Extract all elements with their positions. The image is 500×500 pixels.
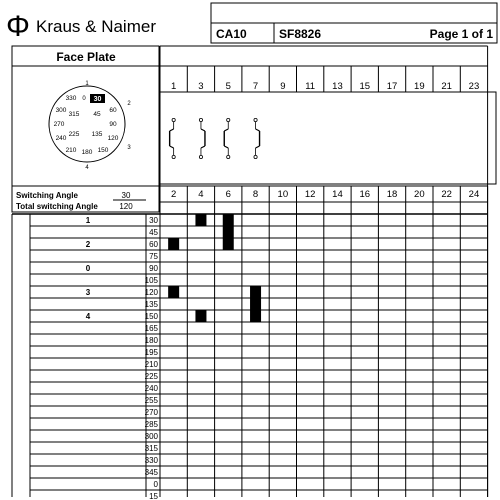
dial-angle-60: 60 (109, 107, 117, 114)
dial-angle-150: 150 (97, 147, 109, 154)
dial-position-4: 4 (85, 165, 89, 171)
terminal-top-1: 1 (171, 81, 177, 92)
terminal-bottom-24: 24 (468, 189, 480, 200)
terminal-top-19: 19 (414, 81, 425, 92)
terminal-top-13: 13 (332, 81, 343, 92)
total-angle-value: 120 (119, 202, 133, 211)
terminal-top-17: 17 (386, 81, 398, 92)
angle-box (12, 186, 159, 212)
angle-label: 15 (149, 492, 158, 500)
terminal-bottom-22: 22 (441, 189, 452, 200)
dial-angle-210: 210 (65, 147, 77, 154)
terminal-bottom-12: 12 (304, 189, 316, 200)
angle-label: 45 (149, 228, 158, 237)
dial-angle-225: 225 (68, 131, 80, 138)
angle-label: 60 (149, 240, 158, 249)
angle-label: 345 (144, 468, 158, 477)
dial-angle-180: 180 (81, 149, 93, 156)
angle-label: 330 (144, 456, 158, 465)
dial-selected-angle: 30 (93, 96, 102, 103)
contact-symbol (224, 118, 230, 158)
angle-label: 300 (144, 432, 158, 441)
angle-label: 0 (153, 480, 158, 489)
terminal-bottom-20: 20 (414, 189, 425, 200)
terminal-top-3: 3 (198, 81, 204, 92)
angle-label: 120 (144, 288, 158, 297)
dial-position-2: 2 (127, 101, 131, 107)
angle-label: 285 (144, 420, 158, 429)
program-number: SF8826 (279, 27, 322, 41)
angle-label: 105 (144, 276, 158, 285)
terminal-top-15: 15 (359, 81, 371, 92)
dial-angle-330: 330 (65, 95, 77, 102)
contact-symbol (199, 118, 205, 158)
terminal-bottom-4: 4 (198, 189, 204, 200)
header (6, 3, 497, 43)
contact-diagram-area (160, 92, 496, 184)
switching-angle-value: 30 (121, 191, 131, 200)
dial-position-3: 3 (127, 145, 131, 151)
dial-angle-135: 135 (91, 131, 103, 138)
angle-label: 75 (149, 252, 158, 261)
terminal-bottom-8: 8 (252, 189, 259, 200)
contact-closed-mark (195, 310, 206, 322)
dial-position-1: 1 (85, 81, 89, 87)
angle-label: 195 (144, 348, 158, 357)
angle-label: 90 (149, 264, 158, 273)
angle-label: 270 (144, 408, 158, 417)
angle-label: 240 (144, 384, 158, 393)
angle-label: 135 (144, 300, 158, 309)
angle-label: 30 (149, 216, 158, 225)
dial-angle-315: 315 (68, 111, 80, 118)
face-plate-title: Face Plate (56, 50, 116, 64)
page-indicator: Page 1 of 1 (429, 27, 493, 41)
dial-angle-240: 240 (55, 135, 67, 142)
position-label: 0 (85, 264, 91, 273)
angle-label: 210 (144, 360, 158, 369)
face-plate-dial (49, 81, 131, 171)
dial-off-mark: 0 (82, 96, 86, 102)
position-label: 2 (85, 240, 91, 249)
contact-symbol (254, 118, 260, 158)
terminal-bottom-16: 16 (359, 189, 371, 200)
program-grid (12, 46, 488, 500)
contact-closed-mark (223, 226, 234, 238)
dial-angle-270: 270 (53, 121, 65, 128)
terminal-top-21: 21 (441, 81, 452, 92)
contact-closed-mark (250, 310, 261, 322)
terminal-bottom-10: 10 (277, 189, 289, 200)
dial-angle-300: 300 (55, 107, 67, 114)
terminal-bottom-18: 18 (386, 189, 398, 200)
contact-closed-mark (168, 238, 179, 250)
kraus-naimer-logo: Φ (6, 10, 30, 43)
contact-closed-mark (250, 286, 261, 298)
angle-label: 225 (144, 372, 158, 381)
terminal-top-9: 9 (280, 81, 286, 92)
total-angle-label: Total switching Angle (16, 202, 98, 211)
dial-angle-45: 45 (93, 111, 101, 118)
angle-label: 180 (144, 336, 158, 345)
position-label: 1 (85, 216, 91, 225)
angle-label: 315 (144, 444, 158, 453)
brand-name: Kraus & Naimer (36, 17, 156, 36)
position-label: 3 (85, 288, 91, 297)
terminal-top-7: 7 (252, 81, 259, 92)
angle-label: 150 (144, 312, 158, 321)
dial-angle-90: 90 (109, 121, 117, 128)
angle-label: 255 (144, 396, 158, 405)
position-label: 4 (85, 312, 91, 321)
terminal-bottom-2: 2 (171, 189, 177, 200)
terminal-top-5: 5 (225, 81, 231, 92)
switching-angle-label: Switching Angle (16, 191, 78, 200)
angle-label: 165 (144, 324, 158, 333)
terminal-top-23: 23 (468, 81, 480, 92)
contact-closed-mark (223, 214, 234, 226)
contact-closed-mark (250, 298, 261, 310)
series-code: CA10 (216, 27, 247, 41)
contact-closed-mark (168, 286, 179, 298)
terminal-numbers (171, 81, 479, 200)
terminal-bottom-6: 6 (225, 189, 231, 200)
contact-closed-mark (195, 214, 206, 226)
contact-symbol (170, 118, 176, 158)
terminal-bottom-14: 14 (332, 189, 343, 200)
terminal-top-11: 11 (305, 81, 316, 92)
contact-closed-mark (223, 238, 234, 250)
contact-diagram (170, 118, 260, 158)
dial-angle-120: 120 (107, 135, 119, 142)
